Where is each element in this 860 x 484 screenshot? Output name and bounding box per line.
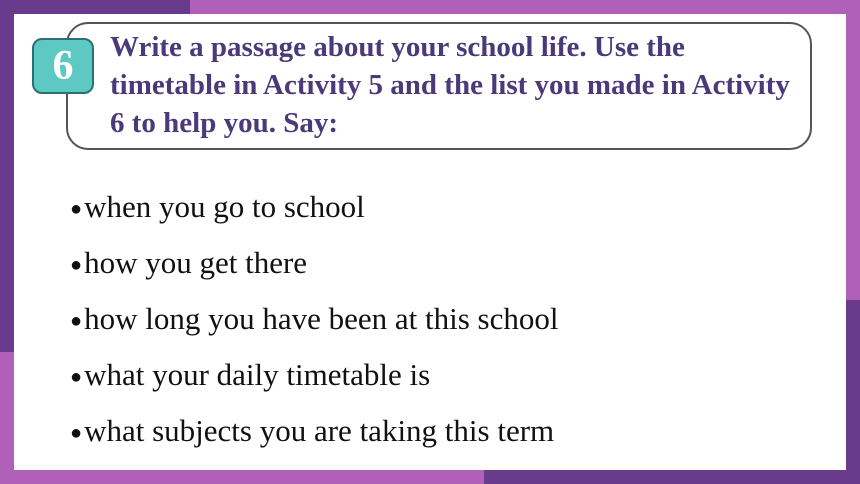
decor-bar-top-right bbox=[190, 0, 860, 14]
decor-bar-bottom-left bbox=[0, 470, 484, 484]
decor-bar-bottom-right bbox=[484, 470, 860, 484]
bullet-icon: ● bbox=[70, 366, 83, 388]
decor-bar-top-left bbox=[0, 0, 190, 14]
bullet-icon: ● bbox=[70, 422, 83, 444]
list-item: ●what your daily timetable is bbox=[70, 357, 431, 392]
decor-bar-left-top bbox=[0, 0, 14, 352]
list-item: ●how long you have been at this school bbox=[70, 301, 559, 336]
activity-number: 6 bbox=[52, 43, 74, 89]
bullet-icon: ● bbox=[70, 254, 83, 276]
decor-bar-right-bottom bbox=[846, 300, 860, 484]
decor-bar-left-bottom bbox=[0, 352, 14, 484]
instruction-text: Write a passage about your school life. Use the timetable in Activity 5 and the list you made in Activity 6 to help you. Say: bbox=[110, 31, 790, 139]
bullet-icon: ● bbox=[70, 310, 83, 332]
list-item: ●when you go to school bbox=[70, 189, 365, 224]
list-item: ●how you get there bbox=[70, 245, 308, 280]
list-item: ●what subjects you are taking this term bbox=[70, 413, 555, 448]
activity-number-badge bbox=[32, 38, 94, 94]
bullet-icon: ● bbox=[70, 198, 83, 220]
decor-bar-right-top bbox=[846, 0, 860, 300]
prompt-list bbox=[70, 180, 558, 460]
